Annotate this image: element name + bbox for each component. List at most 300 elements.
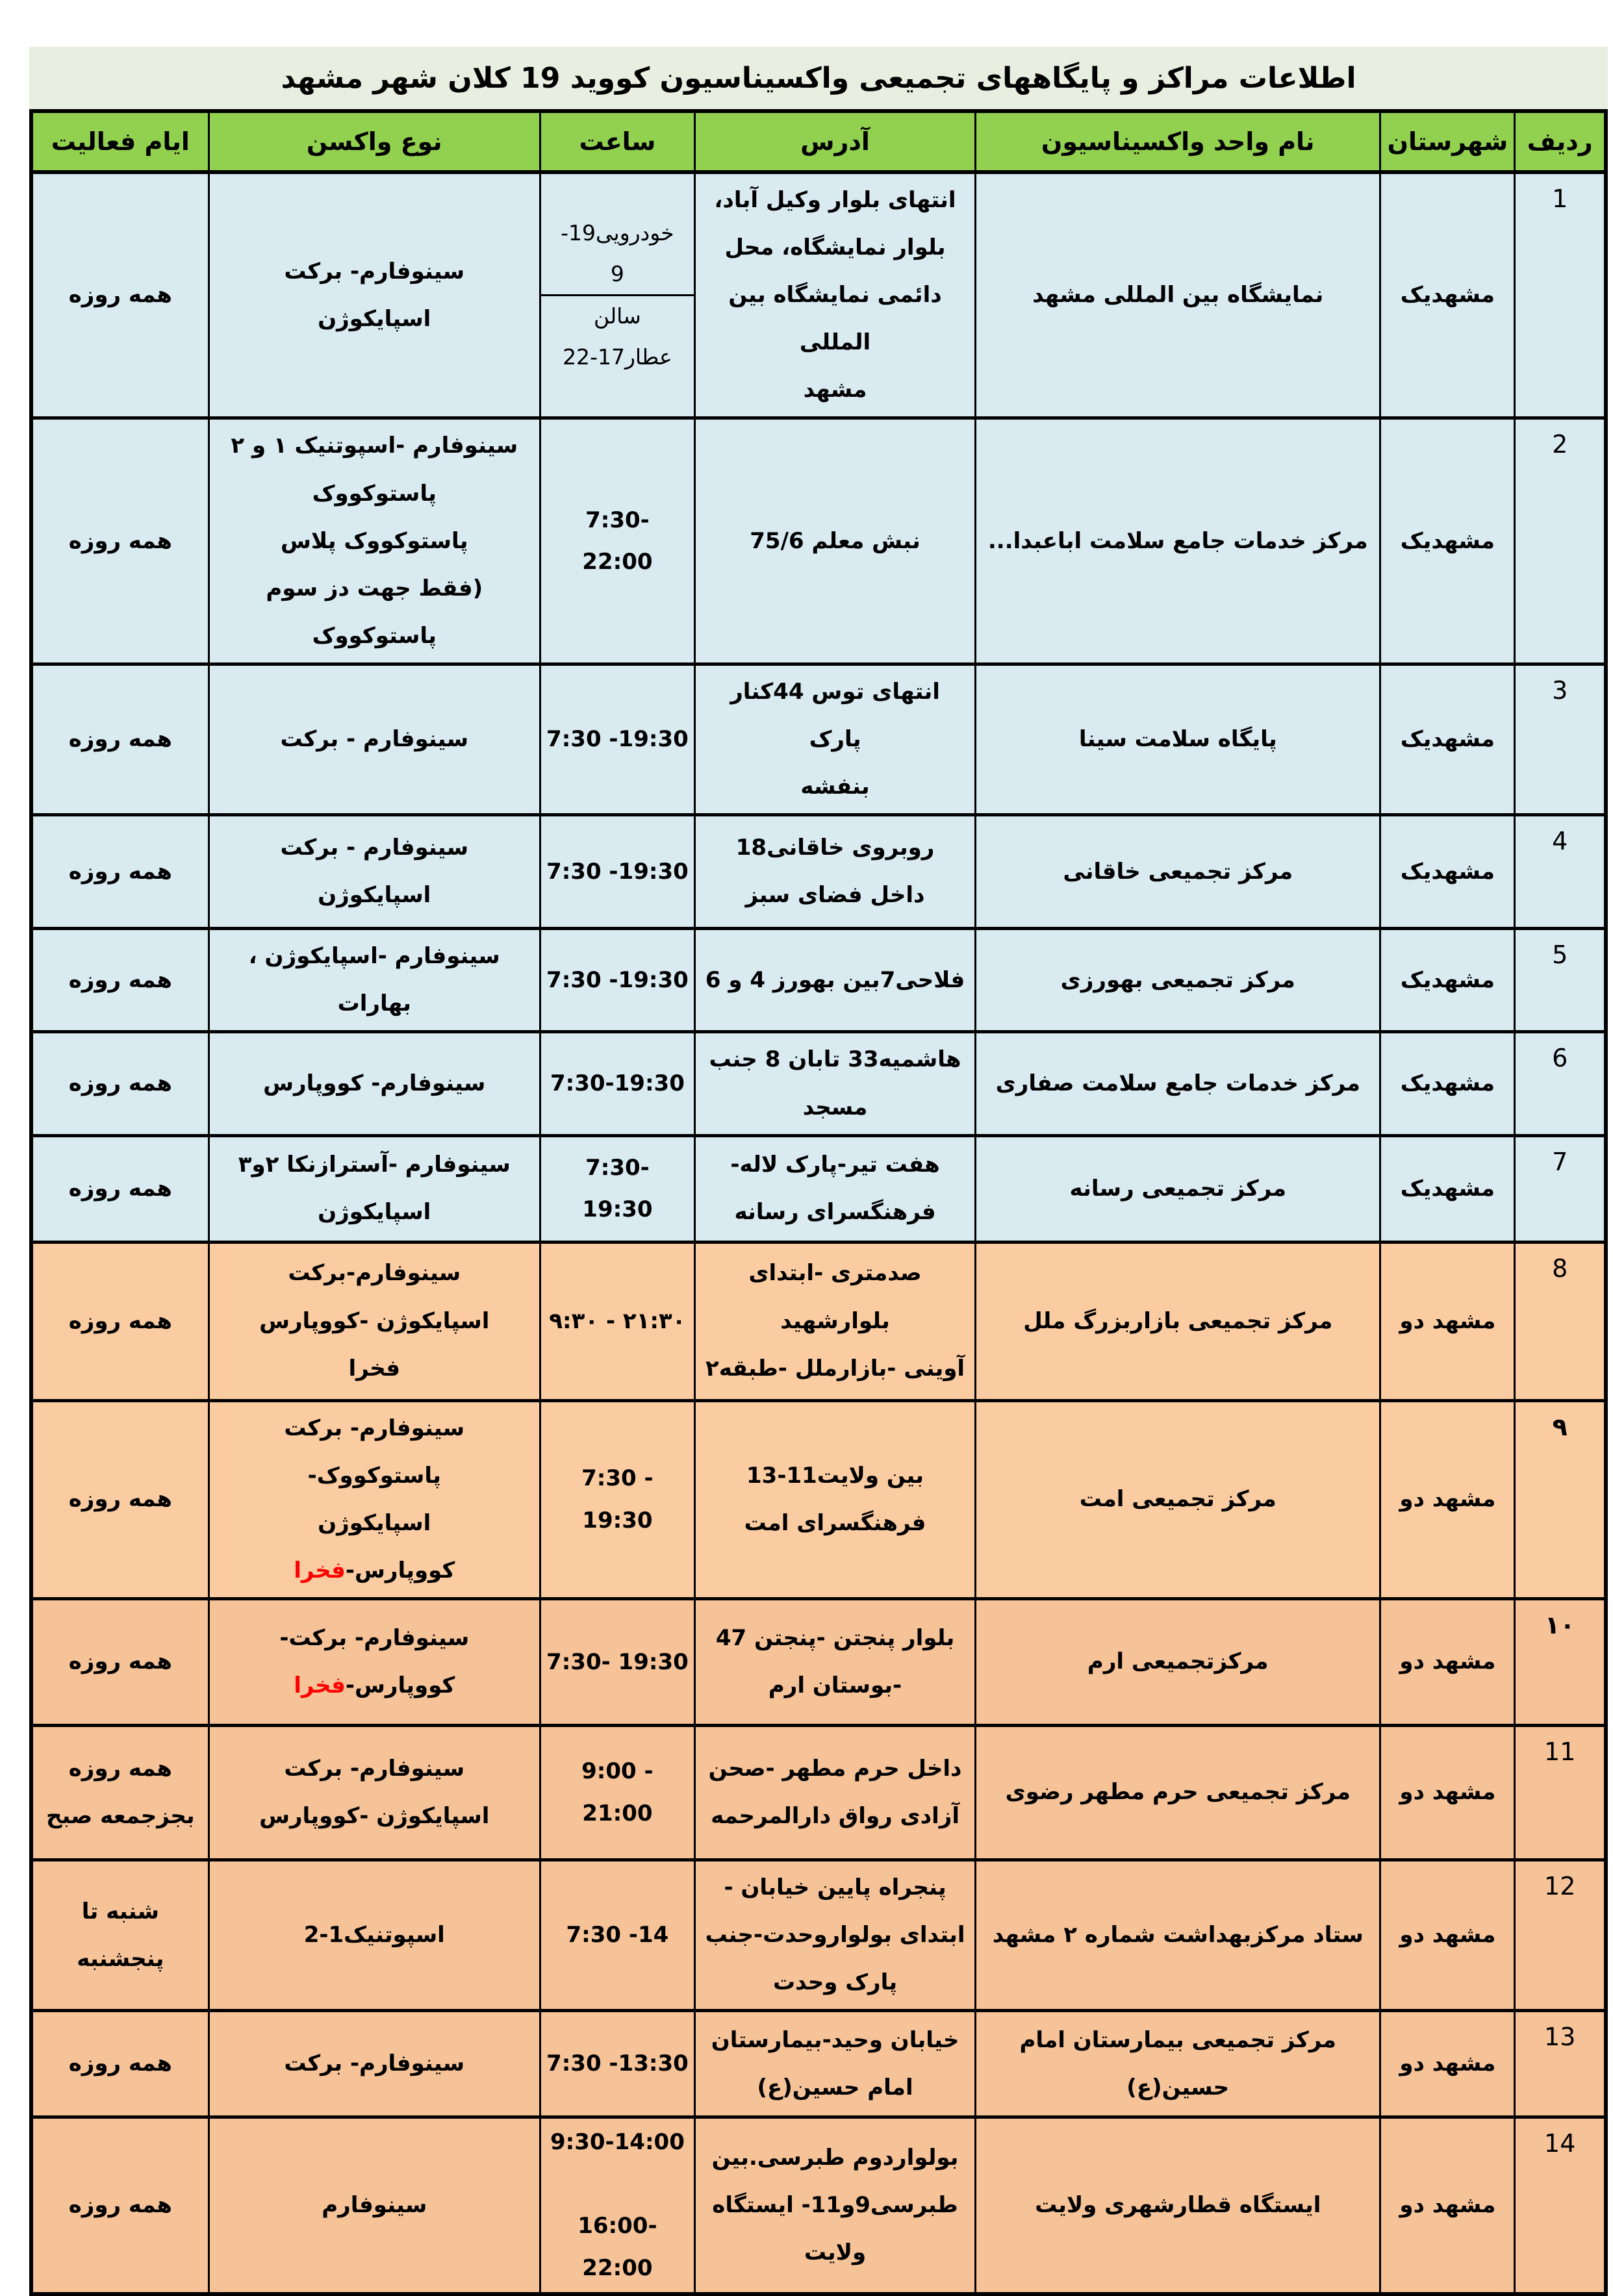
cell-vaccine-type — [209, 815, 540, 929]
text-line: صدمتری -ابتدای بلوارشهید — [748, 1260, 922, 1334]
cell-unit-name — [976, 2117, 1380, 2294]
row-number: 3 — [1552, 675, 1568, 705]
text-line: سالن — [593, 303, 641, 329]
text-line: مشهد دو — [1399, 2050, 1496, 2077]
cell-unit-name — [976, 2011, 1380, 2117]
text-line — [546, 2164, 689, 2206]
cell-row-no — [1515, 1598, 1606, 1725]
vaccine-name: پاستوکووک پلاس — [280, 527, 468, 554]
vaccine-line — [215, 1547, 534, 1595]
cell-vaccine-type — [209, 929, 540, 1032]
text-line: ۹:۳۰ - ۲۱:۳۰ — [549, 1307, 686, 1334]
text-line: 9:30-14:00 — [550, 2129, 685, 2156]
vaccine-name: سینوفارم- کووپارس — [263, 1070, 486, 1096]
table-row — [31, 1860, 1606, 2010]
cell-unit-name — [976, 1725, 1380, 1860]
row-number: ۱۰ — [1545, 1610, 1575, 1639]
text-line: نمایشگاه بین المللی مشهد — [1032, 282, 1324, 309]
vaccine-line — [215, 422, 534, 470]
text-line: 7:30- — [585, 507, 650, 533]
row-number: 11 — [1544, 1737, 1576, 1766]
cell-county — [1380, 172, 1515, 418]
cell-address — [694, 1860, 975, 2010]
text-line: نبش معلم 75/6 — [750, 527, 921, 554]
text-line: مرکزتجمیعی ارم — [1087, 1648, 1269, 1675]
text-line: همه روزه — [68, 1175, 172, 1202]
text-line: مرکز تجمیعی حرم مطهر رضوی — [1005, 1779, 1351, 1806]
row-number: 1 — [1552, 184, 1568, 213]
vaccine-name: سینوفارم- برکت — [284, 2050, 465, 2077]
text-line: بجزجمعه صبح — [46, 1802, 195, 1829]
cell-active-days — [31, 1032, 209, 1135]
hours-block — [546, 1457, 689, 1541]
cell-row-no — [1515, 1860, 1606, 2010]
cell-county — [1380, 1725, 1515, 1860]
vaccine-name: سینوفارم -اسپایکوژن ، بهارات — [248, 943, 500, 1017]
text-line: مرکز تجمیعی خاقانی — [1063, 858, 1293, 885]
cell-unit-name — [976, 1135, 1380, 1242]
cell-row-no — [1515, 815, 1606, 929]
cell-address — [694, 664, 975, 814]
cell-unit-name — [976, 418, 1380, 664]
table-row — [31, 1725, 1606, 1860]
cell-unit-name — [976, 815, 1380, 929]
text-line: مشهدیک — [1400, 1070, 1495, 1096]
cell-address — [694, 2011, 975, 2117]
cell-vaccine-type — [209, 1242, 540, 1400]
vaccine-name: سینوفارم- برکت پاستوکووک- — [284, 1415, 465, 1489]
text-line: همه روزه — [68, 2191, 172, 2218]
cell-row-no — [1515, 172, 1606, 418]
cell-active-days — [31, 1135, 209, 1242]
text-line: مشهد — [803, 377, 867, 403]
cell-hours — [540, 929, 694, 1032]
cell-address — [694, 1400, 975, 1598]
vaccine-line — [215, 933, 534, 1028]
column-label: ردیف — [1527, 127, 1593, 156]
vaccine-line — [215, 1060, 534, 1107]
vaccine-name-highlight: فخرا — [294, 1672, 346, 1698]
hours-block — [541, 296, 694, 377]
column-label: نوع واکسن — [306, 127, 442, 156]
vaccine-name: اسپایکوژن — [318, 1199, 431, 1226]
col-header-vaccine-type — [209, 111, 540, 172]
text-line: مشهد دو — [1399, 1648, 1496, 1675]
text-line: فلاحی7بین بهورز 4 و 6 — [705, 966, 965, 993]
cell-vaccine-type — [209, 418, 540, 664]
text-line: انتهای بلوار وکیل آباد، — [714, 187, 956, 213]
cell-unit-name — [976, 1400, 1380, 1598]
text-line: همه روزه — [68, 1307, 172, 1334]
vaccine-name: سینوفارم- برکت — [284, 1755, 465, 1782]
text-line: آزادی رواق دارالمرحمه — [711, 1802, 959, 1829]
cell-row-no — [1515, 664, 1606, 814]
text-line: همه روزه — [68, 1755, 172, 1782]
text-line: مرکز خدمات جامع سلامت صفاری — [995, 1070, 1360, 1096]
cell-active-days — [31, 1598, 209, 1725]
text-line: مشهدیک — [1400, 527, 1495, 554]
vaccine-line — [215, 1615, 534, 1662]
vaccine-line — [215, 1298, 534, 1345]
row-number: 8 — [1552, 1254, 1568, 1283]
vaccine-name: اسپایکوژن — [318, 305, 431, 332]
text-line: پنجراه پایین خیابان - — [724, 1874, 946, 1900]
text-line: خیابان وحید-بیمارستان — [711, 2026, 959, 2053]
hours-block — [541, 213, 694, 296]
vaccine-line — [215, 565, 534, 660]
text-line: 16:00- — [578, 2213, 657, 2239]
vaccine-name: سینوفارم-برکت — [288, 1260, 461, 1287]
cell-active-days — [31, 929, 209, 1032]
text-line: 22:00 — [582, 2255, 653, 2282]
text-line: همه روزه — [68, 1070, 172, 1096]
cell-vaccine-type — [209, 172, 540, 418]
vaccine-line — [215, 1189, 534, 1236]
vaccine-line — [215, 470, 534, 518]
text-line: 7:30 -19:30 — [546, 967, 689, 994]
table-row — [31, 172, 1606, 418]
cell-vaccine-type — [209, 2117, 540, 2294]
cell-address — [694, 1032, 975, 1135]
cell-hours — [540, 1725, 694, 1860]
cell-vaccine-type — [209, 1400, 540, 1598]
column-label: آدرس — [800, 127, 870, 156]
text-line: آوینی -بازارملل -طبقه۲ — [705, 1355, 965, 1381]
cell-vaccine-type — [209, 2011, 540, 2117]
table-row — [31, 664, 1606, 814]
text-line: 7:30 -19:30 — [546, 726, 689, 753]
vaccine-line — [215, 1662, 534, 1709]
text-line: طبرسی9و11- ایستگاه — [712, 2191, 958, 2218]
cell-active-days — [31, 1242, 209, 1400]
hours-block — [546, 1147, 689, 1231]
text-line: -بوستان ارم — [768, 1672, 902, 1698]
text-line: همه روزه — [68, 1648, 172, 1675]
cell-hours — [540, 1400, 694, 1598]
text-line: همه روزه — [68, 2050, 172, 2077]
text-line: فرهنگسرای امت — [744, 1509, 926, 1536]
text-line: حسین(ع) — [1126, 2074, 1230, 2100]
column-label: ساعت — [579, 127, 656, 156]
text-line: 7:30 -13:30 — [546, 2050, 689, 2077]
table-row — [31, 1400, 1606, 1598]
text-line: 7:30 -19:30 — [546, 858, 689, 885]
text-line: مشهد دو — [1399, 1779, 1496, 1806]
text-line: مشهد دو — [1399, 2191, 1496, 2218]
text-line: 7:30-19:30 — [550, 1070, 685, 1097]
text-line: 7:30- — [585, 1154, 650, 1181]
text-line: هاشمیه33 تابان 8 جنب — [709, 1046, 961, 1073]
text-line: مشهدیک — [1400, 858, 1495, 885]
cell-vaccine-type — [209, 664, 540, 814]
vaccine-name: اسپایکوژن -کووپارس — [259, 1307, 490, 1334]
text-line: 22:00 — [582, 549, 653, 575]
vaccine-name: اسپایکوژن — [318, 882, 431, 909]
hours-block — [546, 1914, 689, 1956]
text-line: مسجد — [802, 1094, 868, 1120]
text-line: انتهای توس 44کنار پارک — [730, 678, 940, 753]
text-line: هفت تیر-پارک لاله- — [730, 1152, 940, 1178]
cell-unit-name — [976, 929, 1380, 1032]
vaccine-name: فخرا — [348, 1355, 401, 1381]
cell-address — [694, 1598, 975, 1725]
text-line: همه روزه — [68, 966, 172, 993]
hours-block — [546, 499, 689, 583]
text-line: بین ولایت11-13 — [746, 1462, 924, 1489]
text-line: بلوار پنجتن -پنجتن 47 — [715, 1624, 955, 1651]
cell-hours — [540, 1135, 694, 1242]
cell-hours — [540, 172, 694, 418]
vaccine-line — [215, 1250, 534, 1297]
cell-county — [1380, 1135, 1515, 1242]
text-line: پنجشنبه — [77, 1945, 164, 1972]
cell-active-days — [31, 418, 209, 664]
vaccine-name-highlight: فخرا — [294, 1557, 346, 1583]
text-line: روبروی خاقانی18 — [735, 835, 935, 861]
text-line: مشهدیک — [1400, 726, 1495, 753]
cell-unit-name — [976, 664, 1380, 814]
cell-vaccine-type — [209, 1725, 540, 1860]
vaccine-name: سینوفارم - برکت — [280, 726, 468, 753]
vaccine-name: سینوفارم- برکت- — [279, 1624, 470, 1651]
text-line: 9:00 - 21:00 — [581, 1758, 654, 1826]
cell-hours — [540, 1242, 694, 1400]
text-line: همه روزه — [68, 858, 172, 885]
text-line: امام حسین(ع) — [757, 2074, 913, 2100]
text-line: 7:30 - — [581, 1465, 654, 1492]
text-line: 9 — [610, 260, 624, 286]
cell-hours — [540, 664, 694, 814]
row-number: 2 — [1552, 430, 1568, 459]
text-line: مرکز تجمیعی بازاربزرگ ملل — [1023, 1307, 1333, 1334]
cell-active-days — [31, 815, 209, 929]
text-line: ایستگاه قطارشهری ولایت — [1035, 2191, 1321, 2218]
vaccine-line — [215, 2040, 534, 2088]
cell-county — [1380, 664, 1515, 814]
column-label: ایام فعالیت — [51, 127, 190, 156]
cell-hours — [540, 2117, 694, 2294]
text-line: همه روزه — [68, 527, 172, 554]
text-line: 19:30 — [582, 1196, 653, 1223]
cell-hours — [540, 815, 694, 929]
vaccine-line — [215, 1405, 534, 1500]
text-line: ستاد مرکزبهداشت شماره ۲ مشهد — [992, 1922, 1364, 1949]
cell-address — [694, 929, 975, 1032]
vaccine-line — [215, 872, 534, 919]
vaccination-centers-table — [29, 109, 1608, 2296]
text-line: داخل فضای سبز — [745, 882, 925, 909]
col-header-hours — [540, 111, 694, 172]
cell-row-no — [1515, 2011, 1606, 2117]
text-line: پارک وحدت — [772, 1969, 898, 1996]
table-header — [31, 111, 1606, 172]
text-line: مشهد دو — [1399, 1922, 1496, 1949]
column-label: شهرستان — [1387, 127, 1508, 156]
cell-hours — [540, 1598, 694, 1725]
row-number: ۹ — [1552, 1412, 1568, 1441]
table-row — [31, 929, 1606, 1032]
col-header-row-no — [1515, 111, 1606, 172]
cell-county — [1380, 2011, 1515, 2117]
cell-county — [1380, 815, 1515, 929]
cell-row-no — [1515, 1032, 1606, 1135]
text-line: همه روزه — [68, 1486, 172, 1513]
column-label: نام واحد واکسیناسیون — [1041, 127, 1315, 156]
cell-county — [1380, 2117, 1515, 2294]
text-line: همه روزه — [68, 726, 172, 753]
vaccine-name: پاستوکووک — [312, 480, 437, 507]
cell-active-days — [31, 1860, 209, 2010]
text-line: خودرویی19- — [561, 220, 674, 246]
vaccine-line — [215, 1345, 534, 1393]
vaccine-name: اسپایکوژن — [318, 1509, 431, 1536]
cell-county — [1380, 1032, 1515, 1135]
hours-block — [546, 1750, 689, 1834]
col-header-active-days — [31, 111, 209, 172]
text-line: 19:30 — [582, 1507, 653, 1533]
cell-address — [694, 172, 975, 418]
col-header-unit-name — [976, 111, 1380, 172]
hours-block — [546, 2121, 689, 2289]
cell-vaccine-type — [209, 1032, 540, 1135]
cell-address — [694, 418, 975, 664]
vaccine-name: سینوفارم — [322, 2191, 427, 2218]
text-line: مرکز تجمیعی امت — [1079, 1486, 1276, 1513]
table-row — [31, 2117, 1606, 2294]
vaccine-name: سینوفارم -اسپوتنیک ۱ و ۲ — [231, 433, 518, 459]
cell-active-days — [31, 1400, 209, 1598]
text-line: 7:30- 19:30 — [546, 1648, 689, 1675]
vaccine-line — [215, 1911, 534, 1959]
cell-active-days — [31, 2117, 209, 2294]
text-line: داخل حرم مطهر -صحن — [708, 1755, 962, 1782]
cell-county — [1380, 1860, 1515, 2010]
text-line: مشهد دو — [1399, 1486, 1496, 1513]
cell-address — [694, 1242, 975, 1400]
text-line: دائمی نمایشگاه بین المللی — [728, 282, 942, 356]
cell-hours — [540, 418, 694, 664]
row-number: 12 — [1544, 1871, 1576, 1900]
cell-address — [694, 2117, 975, 2294]
cell-hours — [540, 1032, 694, 1135]
cell-row-no — [1515, 929, 1606, 1032]
cell-hours — [540, 1860, 694, 2010]
text-line: مرکز تجمیعی بهورزی — [1060, 966, 1295, 993]
vaccine-line — [215, 518, 534, 565]
text-line: بنفشه — [800, 774, 870, 800]
text-line: مشهدیک — [1400, 966, 1495, 993]
cell-address — [694, 1135, 975, 1242]
table-row — [31, 1032, 1606, 1135]
hours-block — [546, 2043, 689, 2085]
text-line: ولایت — [804, 2239, 867, 2265]
vaccine-name: سینوفارم- برکت — [284, 258, 465, 284]
text-line: عطار17-22 — [563, 344, 672, 370]
cell-row-no — [1515, 2117, 1606, 2294]
table-row — [31, 815, 1606, 929]
table-row — [31, 1242, 1606, 1400]
text-line: 7:30 -14 — [566, 1922, 669, 1949]
cell-row-no — [1515, 1400, 1606, 1598]
cell-unit-name — [976, 1598, 1380, 1725]
cell-address — [694, 1725, 975, 1860]
hours-block — [546, 959, 689, 1002]
vaccine-name: اسپایکوژن -کووپارس — [259, 1802, 490, 1829]
cell-unit-name — [976, 1242, 1380, 1400]
vaccine-name: اسپوتنیک1-2 — [303, 1922, 445, 1949]
row-number: 5 — [1552, 940, 1568, 970]
vaccine-line — [215, 824, 534, 872]
text-line: بولواردوم طبرسی.بین — [711, 2144, 959, 2171]
row-number: 14 — [1544, 2129, 1576, 2158]
vaccine-line — [215, 1793, 534, 1840]
row-number: 4 — [1552, 827, 1568, 856]
text-line: مرکز خدمات جامع سلامت اباعبدا... — [987, 527, 1368, 554]
vaccine-name: سینوفارم -آسترازنکا ۲و۳ — [238, 1152, 511, 1178]
vaccine-name: سینوفارم - برکت — [280, 835, 468, 861]
vaccine-name: کووپارس- — [345, 1557, 455, 1583]
table-row — [31, 2011, 1606, 2117]
cell-county — [1380, 418, 1515, 664]
cell-county — [1380, 1242, 1515, 1400]
vaccine-line — [215, 1745, 534, 1793]
table-row — [31, 1598, 1606, 1725]
text-line: مرکز تجمیعی رسانه — [1069, 1175, 1286, 1202]
cell-county — [1380, 1598, 1515, 1725]
text-line: شنبه تا — [81, 1898, 159, 1924]
text-line: مشهدیک — [1400, 1175, 1495, 1202]
page-title: اطلاعات مراکز و پایگاههای تجمیعی واکسیناسیون کووید 19 کلان شهر مشهد — [29, 47, 1608, 109]
vaccine-name: کووپارس- — [345, 1672, 455, 1698]
cell-county — [1380, 929, 1515, 1032]
row-number: 13 — [1544, 2023, 1576, 2052]
cell-active-days — [31, 1725, 209, 1860]
hours-block — [546, 718, 689, 761]
text-line: مشهد دو — [1399, 1307, 1496, 1334]
table-row — [31, 1135, 1606, 1242]
cell-active-days — [31, 664, 209, 814]
vaccine-name: (فقط جهت دز سوم پاستوکووک — [266, 575, 483, 649]
cell-row-no — [1515, 1725, 1606, 1860]
cell-row-no — [1515, 1135, 1606, 1242]
cell-unit-name — [976, 1032, 1380, 1135]
hours-block — [546, 851, 689, 893]
text-line: مرکز تجمیعی بیمارستان امام — [1019, 2026, 1336, 2053]
cell-unit-name — [976, 172, 1380, 418]
text-line: بلوار نمایشگاه، محل — [724, 234, 946, 261]
vaccine-line — [215, 1141, 534, 1189]
row-number: 6 — [1552, 1044, 1568, 1073]
cell-vaccine-type — [209, 1860, 540, 2010]
table-row — [31, 418, 1606, 664]
row-number: 7 — [1552, 1147, 1568, 1176]
cell-row-no — [1515, 418, 1606, 664]
vaccination-centers-sheet — [29, 47, 1608, 2296]
cell-active-days — [31, 172, 209, 418]
text-line: مشهدیک — [1400, 282, 1495, 309]
cell-address — [694, 815, 975, 929]
cell-row-no — [1515, 1242, 1606, 1400]
text-line: همه روزه — [68, 282, 172, 309]
cell-active-days — [31, 2011, 209, 2117]
vaccine-line — [215, 1500, 534, 1547]
col-header-address — [694, 111, 975, 172]
cell-vaccine-type — [209, 1598, 540, 1725]
cell-vaccine-type — [209, 1135, 540, 1242]
cell-county — [1380, 1400, 1515, 1598]
text-line: فرهنگسرای رسانه — [734, 1199, 936, 1226]
hours-block — [546, 1063, 689, 1105]
